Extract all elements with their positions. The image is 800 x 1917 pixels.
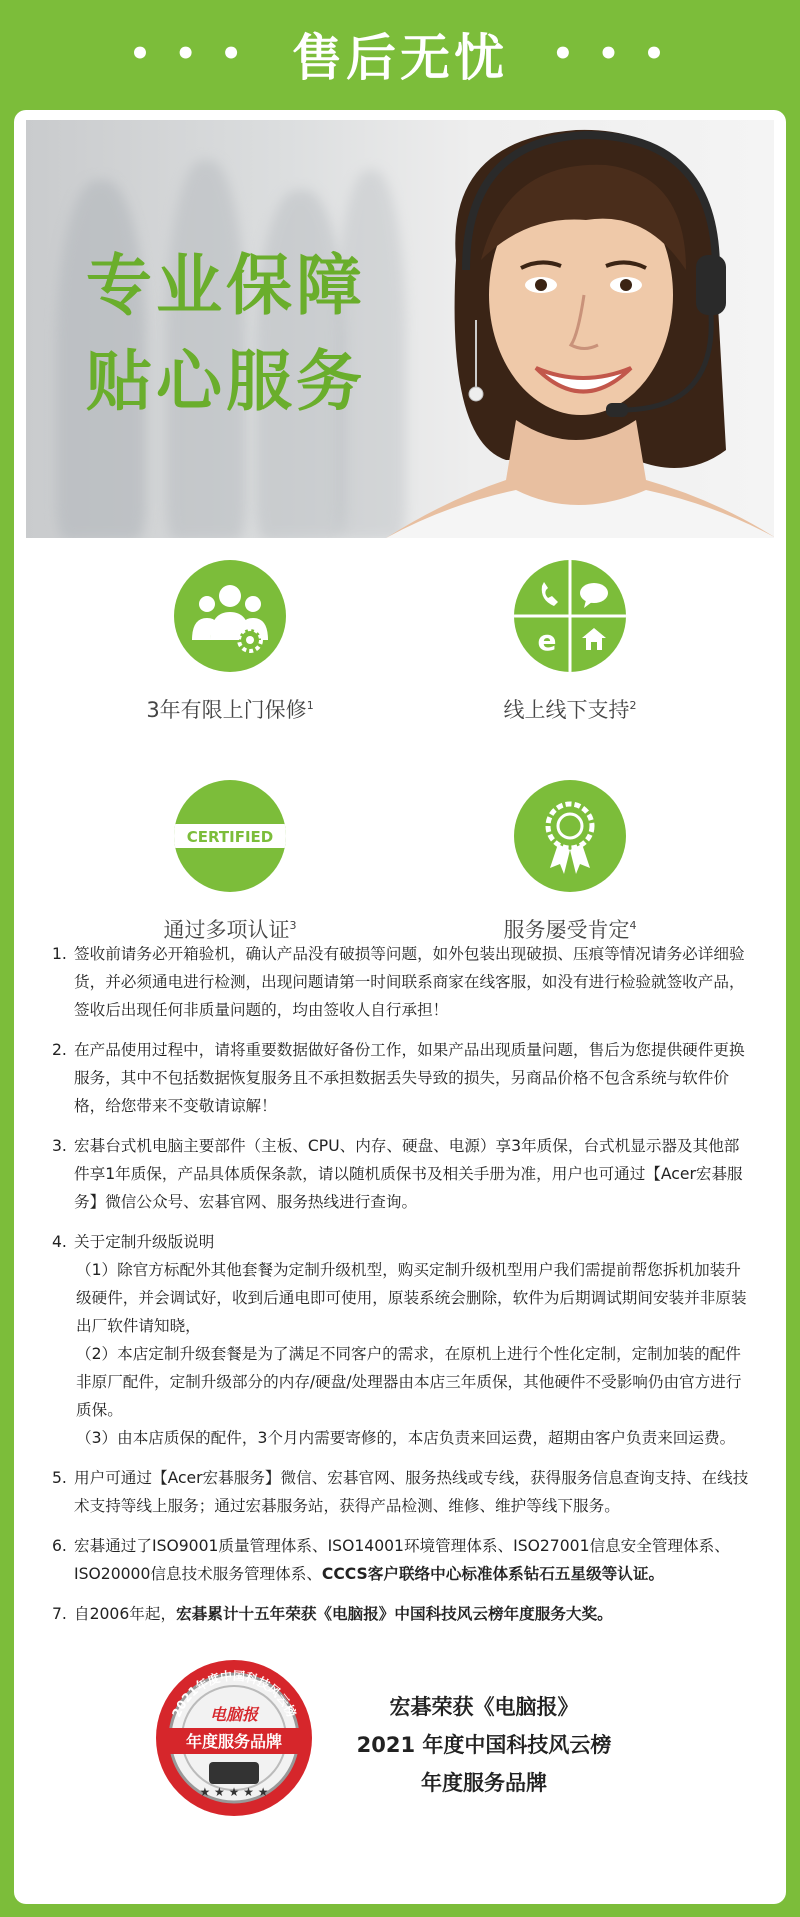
feature-label: 线上线下支持$^2$ (503, 698, 637, 722)
award-line1: 宏碁荣获《电脑报》 (389, 1695, 579, 1719)
page-header (0, 0, 800, 108)
decorative-dots-right: • • • (552, 34, 671, 74)
page-title: 售后无忧 (292, 29, 508, 87)
note-item: 1. 签收前请务必开箱验机，确认产品没有破损等问题，如外包装出现破损、压痕等情况请务必详细验货，并必须通电进行检测，出现问题请第一时间联系商家在线客服，如没有进行检验就签收产品，签收后出现任何非质量问题的，均由签收人自行承担！ (52, 940, 752, 1024)
note-item: 3. 宏碁台式机电脑主要部件（主板、CPU、内存、硬盘、电源）享3年质保，台式机显示器及其他部件享1年质保，产品具体质保条款，请以随机质保书及相关手册为准，用户也可通过【Acer宏碁服务】微信公众号、宏碁官网、服务热线进行查询。 (52, 1132, 752, 1216)
note-item: 2. 在产品使用过程中，请将重要数据做好备份工作，如果产品出现质量问题，售后为您提供硬件更换服务，其中不包括数据恢复服务且不承担数据丢失导致的损失，另商品价格不包含系统与软件价格，给您带来不变敬请谅解！ (52, 1036, 752, 1120)
phone-chat-web-home-icon (514, 560, 626, 672)
award-logo-text: 电脑报 (209, 1705, 259, 1724)
hero-banner (26, 120, 774, 538)
note-subitem: （3）由本店质保的配件，3个月内需要寄修的，本店负责来回运费，超期由客户负责来回运费。 (76, 1429, 736, 1447)
note-item: 4. 关于定制升级版说明 （1）除官方标配外其他套餐为定制升级机型，购买定制升级机型用户我们需提前帮您拆机加装升级硬件，并会调试好，收到后通电即可使用，原装系统会删除，软件为后期调试期间安装并非原装出厂软件请知晓， （2）本店定制升级套餐是为了满足不同客户的需求，在原机上进行个性化定制，定制加装的配件非原厂配件，定制升级部分的内存/硬盘/处理器由本店三年质保，其他硬件不受影响仍由官方进行质保。 （3）由本店质保的配件，3个月内需要寄修的，本店负责来回运费，超期由客户负责来回运费。 (52, 1228, 752, 1452)
customer-service-agent-illustration (386, 120, 774, 538)
award-ribbon-text: 年度服务品牌 (185, 1732, 283, 1751)
feature-recognition (420, 780, 720, 944)
certified-text: CERTIFIED (186, 828, 274, 846)
note-item: 5. 用户可通过【Acer宏碁服务】微信、宏碁官网、服务热线或专线，获得服务信息查询支持、在线技术支持等线上服务；通过宏碁服务站，获得产品检测、维修、维护等线下服务。 (52, 1464, 752, 1520)
feature-onsite-warranty (80, 560, 380, 724)
rosette-award-icon (514, 780, 626, 892)
award-seal-icon (154, 1658, 314, 1818)
note-text: 签收前请务必开箱验机，确认产品没有破损等问题，如外包装出现破损、压痕等情况请务必详细验货，并必须通电进行检测，出现问题请第一时间联系商家在线客服，如没有进行检验就签收产品，签收后出现任何非质量问题的，均由签收人自行承担！ (74, 945, 745, 1019)
people-gear-icon (174, 560, 286, 672)
feature-label: 通过多项认证$^3$ (163, 918, 297, 942)
svg-text:e: e (537, 624, 557, 657)
certified-badge-icon (174, 780, 286, 892)
hero-slogan-line2: 贴心服务 (86, 343, 366, 420)
note-item: 7. 自2006年起，宏碁累计十五年荣获《电脑报》中国科技风云榜年度服务大奖。 (52, 1605, 613, 1623)
note-text: 宏碁通过了ISO9001质量管理体系、ISO14001环境管理体系、ISO27001信息安全管理体系、ISO20000信息技术服务管理体系、 (74, 1537, 730, 1583)
award-line2: 2021 年度中国科技风云榜 (356, 1733, 612, 1757)
award-caption (334, 1688, 634, 1802)
note-title: 关于定制升级版说明 (74, 1233, 215, 1251)
note-highlight: CCCS客户联络中心标准体系钻石五星级等认证。 (321, 1565, 665, 1583)
note-subitem: （2）本店定制升级套餐是为了满足不同客户的需求，在原机上进行个性化定制，定制加装的配件非原厂配件，定制升级部分的内存/硬盘/处理器由本店三年质保，其他硬件不受影响仍由官方进行质保。 (76, 1345, 742, 1419)
feature-online-offline-support (420, 560, 720, 724)
feature-label: 服务屡受肯定$^4$ (503, 918, 637, 942)
note-item: 6. 宏碁通过了ISO9001质量管理体系、ISO14001环境管理体系、ISO27001信息安全管理体系、ISO20000信息技术服务管理体系、CCCS客户联络中心标准体系钻石五星级等认证。 (52, 1537, 730, 1583)
feature-certifications (80, 780, 380, 944)
note-subitem: （1）除官方标配外其他套餐为定制升级机型，购买定制升级机型用户我们需提前帮您拆机加装升级硬件，并会调试好，收到后通电即可使用，原装系统会删除，软件为后期调试期间安装并非原装出厂软件请知晓， (76, 1261, 747, 1335)
note-text: 自2006年起， (74, 1605, 177, 1623)
service-notes-list (52, 940, 752, 1640)
note-highlight: 宏碁累计十五年荣获《电脑报》中国科技风云榜年度服务大奖。 (176, 1605, 613, 1623)
content-card (14, 110, 786, 1904)
note-text: 用户可通过【Acer宏碁服务】微信、宏碁官网、服务热线或专线，获得服务信息查询支持、在线技术支持等线上服务；通过宏碁服务站，获得产品检测、维修、维护等线下服务。 (74, 1469, 749, 1515)
hero-slogan-line1: 专业保障 (86, 247, 366, 324)
hero-slogan (86, 238, 366, 430)
note-text: 在产品使用过程中，请将重要数据做好备份工作，如果产品出现质量问题，售后为您提供硬件更换服务，其中不包括数据恢复服务且不承担数据丢失导致的损失，另商品价格不包含系统与软件价格，给您带来不变敬请谅解！ (74, 1041, 745, 1115)
decorative-dots-left: • • • (129, 34, 248, 74)
feature-label: 3年有限上门保修$^1$ (146, 698, 314, 722)
note-text: 宏碁台式机电脑主要部件（主板、CPU、内存、硬盘、电源）享3年质保，台式机显示器及其他部件享1年质保，产品具体质保条款，请以随机质保书及相关手册为准，用户也可通过【Acer宏碁服务】微信公众号、宏碁官网、服务热线进行查询。 (74, 1137, 743, 1211)
svg-text:★ ★ ★ ★ ★: ★ ★ ★ ★ ★ (199, 1785, 269, 1799)
award-ring-text: 2021年度中国科技风云榜 (169, 1668, 299, 1720)
award-line3: 年度服务品牌 (421, 1771, 547, 1795)
